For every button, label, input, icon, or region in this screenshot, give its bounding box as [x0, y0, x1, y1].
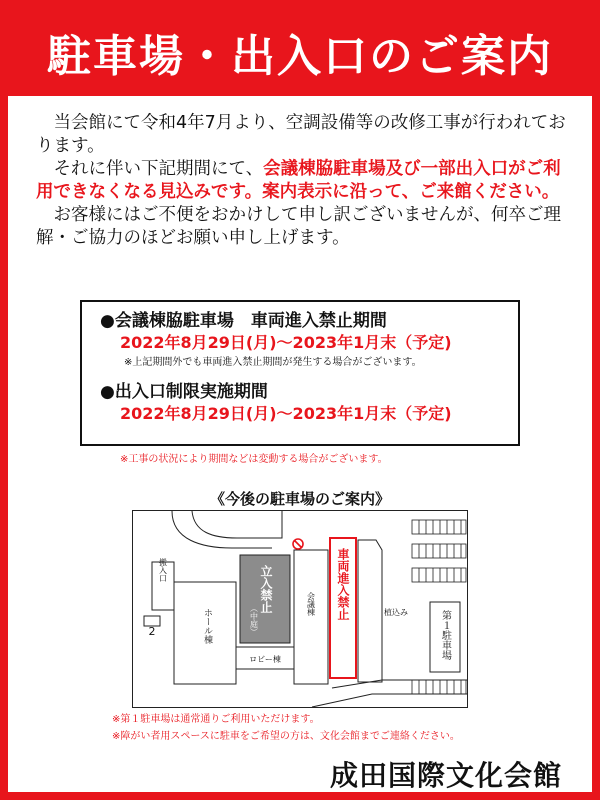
intro-paragraph-2-highlight: 会議棟脇駐車場及び一部出入口がご利用できなくなる見込みです。案内表示に沿って、ご来館ください。	[36, 159, 561, 202]
page-title: 駐車場・出入口のご案内	[8, 8, 592, 96]
map-note-2: ※障がい者用スペースに駐車をご希望の方は、文化会館までご連絡ください。	[112, 731, 460, 742]
map-notes	[112, 711, 460, 745]
conference-building	[294, 550, 328, 684]
period-2-title: ●出入口制限実施期間	[100, 382, 268, 402]
entrance-label: 搬入口	[158, 558, 168, 582]
planting-label: 植込み	[384, 608, 408, 617]
period-box	[80, 300, 520, 446]
parking-map	[132, 510, 468, 708]
vehicle-no-entry-label: 車両進入禁止	[336, 548, 350, 620]
lot-2-number: 2	[148, 625, 156, 638]
conference-label: 会議棟	[306, 592, 316, 616]
lobby-label: ロビー棟	[249, 655, 281, 664]
period-1-dates: 2022年8月29日(月)～2023年1月末（予定)	[120, 333, 452, 352]
period-1-note: ※上記期間外でも車両進入禁止期間が発生する場合がございます。	[124, 357, 422, 368]
intro-text	[36, 112, 576, 250]
period-footnote: ※工事の状況により期間などは変動する場合がございます。	[120, 454, 388, 465]
courtyard-no-entry-label: 立入禁止	[259, 565, 273, 613]
intro-paragraph-1: 当会館にて令和4年7月より、空調設備等の改修工事が行われております。	[36, 113, 566, 156]
courtyard-label: （中庭）	[249, 604, 259, 636]
map-title: 《今後の駐車場のご案内》	[209, 490, 390, 508]
intro-paragraph-2	[36, 158, 576, 204]
hall-label: ホール棟	[202, 608, 212, 644]
period-1-title: ●会議棟脇駐車場 車両進入禁止期間	[100, 311, 387, 331]
planting-area	[358, 540, 382, 682]
period-2-dates: 2022年8月29日(月)～2023年1月末（予定)	[120, 404, 452, 423]
intro-paragraph-3: お客様にはご不便をおかけして申し訳ございませんが、何卒ご理解・ご協力のほどお願い申し上げます。	[36, 205, 561, 248]
organization-name: 成田国際文化会館	[329, 759, 562, 792]
map-note-1: ※第１駐車場は通常通りご利用いただけます。	[112, 714, 320, 725]
intro-paragraph-2-lead: それに伴い下記期間にて、	[53, 159, 264, 179]
lot-1-label: 第１駐車場	[439, 610, 451, 660]
